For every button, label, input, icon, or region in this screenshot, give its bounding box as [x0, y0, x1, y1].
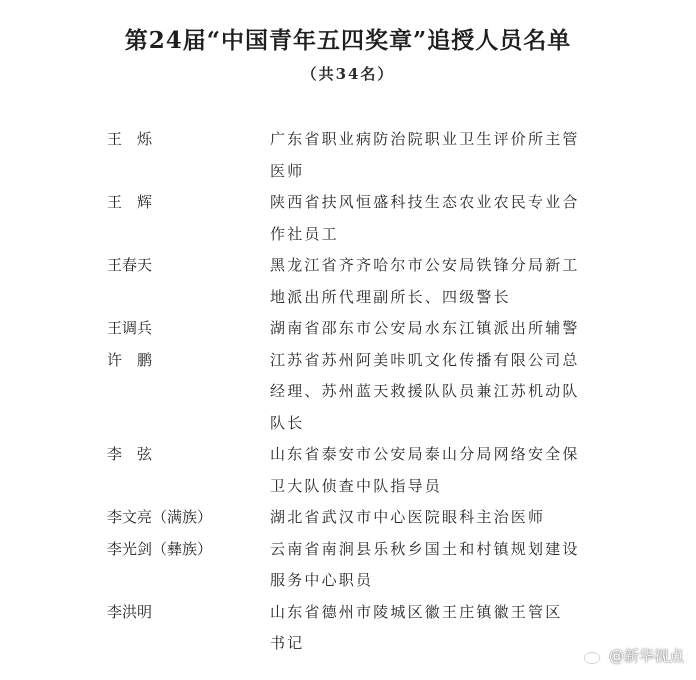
- list-item: [107, 124, 597, 187]
- description-line: 湖南省邵东市公安局水东江镇派出所辅警: [270, 319, 580, 337]
- honoree-description: [270, 345, 597, 440]
- description-line: 山东省泰安市公安局泰山分局网络安全保: [270, 445, 580, 463]
- description-line: 山东省德州市陵城区徽王庄镇徽王管区: [270, 602, 563, 621]
- list-item: [107, 187, 597, 250]
- list-item: [107, 502, 597, 534]
- honoree-name: 李 弦: [107, 445, 153, 463]
- list-item: [107, 597, 597, 660]
- honoree-description: [270, 597, 597, 660]
- honoree-name: 王春天: [107, 256, 153, 274]
- honoree-description: [270, 534, 597, 597]
- watermark-text: @新华视点: [608, 647, 684, 665]
- honoree-list: [107, 124, 597, 660]
- honoree-name: 李洪明: [107, 602, 153, 621]
- description-line: 服务中心职员: [270, 571, 374, 589]
- honoree-description: [270, 502, 597, 534]
- honoree-description: [270, 124, 597, 187]
- weibo-icon: [583, 647, 605, 665]
- description-line: 地派出所代理副所长、四级警长: [270, 287, 511, 306]
- list-item: [107, 439, 597, 502]
- list-item: [107, 345, 597, 440]
- honoree-name: 李光剑（彝族）: [107, 539, 213, 558]
- description-line: 医师: [270, 161, 305, 180]
- description-line: 云南省南涧县乐秋乡国土和村镇规划建设: [270, 539, 580, 558]
- honoree-name: 李文亮（满族）: [107, 508, 213, 526]
- description-line: 黑龙江省齐齐哈尔市公安局铁锋分局新工: [270, 256, 580, 274]
- honoree-name: 王 烁: [107, 130, 153, 148]
- honoree-name: 许 鹏: [107, 350, 153, 369]
- honoree-description: [270, 250, 597, 313]
- description-line: 队长: [270, 413, 305, 432]
- list-item: [107, 534, 597, 597]
- description-line: 江苏省苏州阿美咔叽文化传播有限公司总: [270, 350, 580, 369]
- description-line: 湖北省武汉市中心医院眼科主治医师: [270, 508, 546, 526]
- description-line: 经理、苏州蓝天救援队队员兼江苏机动队: [270, 382, 580, 400]
- watermark: [583, 645, 684, 666]
- list-item: [107, 313, 597, 345]
- description-line: 作社员工: [270, 224, 339, 243]
- description-line: 陕西省扶风恒盛科技生态农业农民专业合: [270, 193, 580, 211]
- description-line: 卫大队侦查中队指导员: [270, 476, 443, 495]
- honoree-name: 王 辉: [107, 193, 153, 211]
- honoree-description: [270, 439, 597, 502]
- document-subtitle: （共34名）: [301, 65, 395, 83]
- description-line: 书记: [270, 634, 305, 652]
- honoree-name: 王调兵: [107, 319, 153, 337]
- description-line: 广东省职业病防治院职业卫生评价所主管: [270, 130, 580, 148]
- honoree-description: [270, 187, 597, 250]
- list-item: [107, 250, 597, 313]
- document-title: 第24届“中国青年五四奖章”追授人员名单: [124, 27, 572, 54]
- honoree-description: [270, 313, 597, 345]
